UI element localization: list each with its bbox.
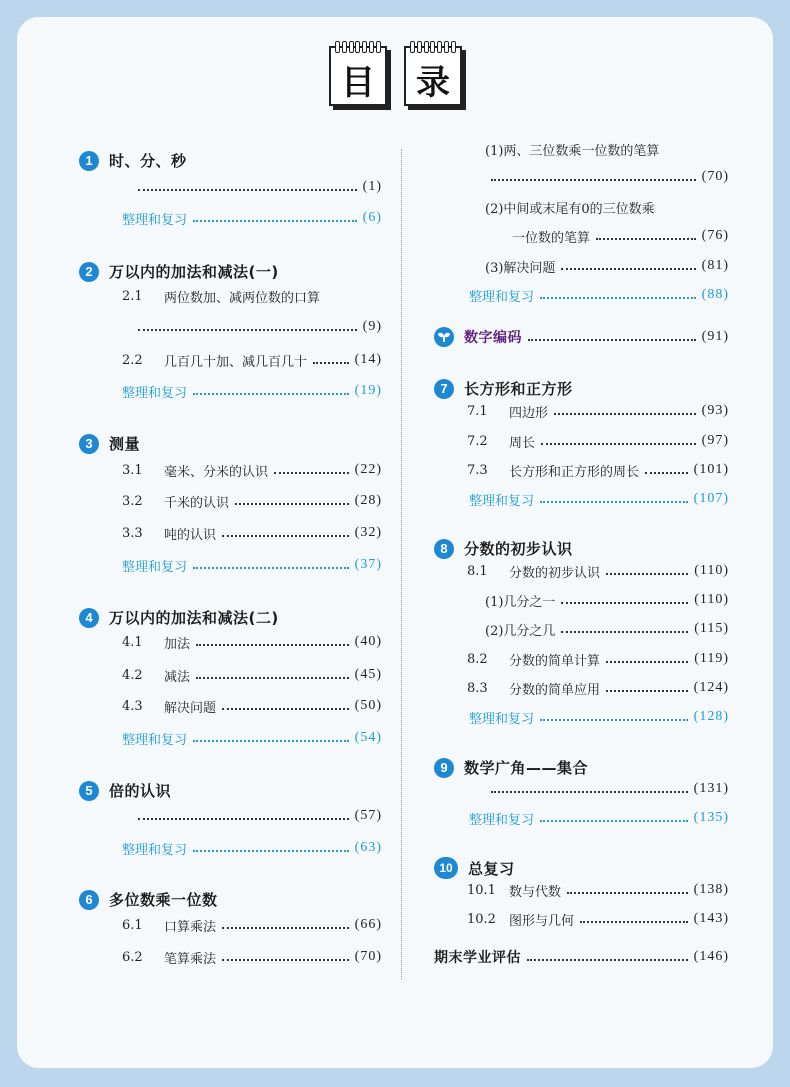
page-number: (88) (701, 287, 729, 302)
page-number: (63) (354, 840, 382, 855)
toc-entry[interactable] (122, 666, 382, 684)
section-number: 10.1 (467, 882, 496, 898)
toc-entry[interactable] (132, 318, 382, 336)
toc-entry[interactable] (132, 178, 382, 196)
dot-leader (138, 189, 357, 191)
page-number: (37) (354, 557, 382, 572)
page-number: (135) (693, 810, 729, 825)
entry-label: 整理和复习 (122, 559, 188, 575)
chapter-number-badge: 6 (79, 890, 99, 910)
chapter-number-badge: 4 (79, 608, 99, 628)
chapter-number-badge: 10 (434, 857, 458, 879)
toc-entry[interactable] (122, 633, 382, 651)
toc-entry[interactable] (467, 461, 729, 479)
dot-leader (222, 959, 349, 961)
page-number: (101) (693, 462, 729, 477)
dot-leader (196, 677, 349, 679)
section-number: 8.2 (467, 651, 488, 667)
page-number: (6) (362, 210, 382, 225)
page-number: (57) (354, 808, 382, 823)
entry-label: 两位数加、减两位数的口算 (164, 290, 321, 306)
entry-label: 整理和复习 (122, 385, 188, 401)
dot-leader (528, 339, 696, 341)
entry-label: 毫米、分米的认识 (164, 464, 269, 480)
chapter-title: 分数的初步认识 (464, 540, 573, 558)
section-number: 6.2 (122, 949, 143, 965)
toc-entry[interactable] (434, 948, 729, 966)
toc-entry[interactable] (485, 168, 729, 186)
dot-leader (606, 661, 688, 663)
review-entry[interactable] (469, 809, 729, 827)
dot-leader (561, 268, 695, 270)
entry-label: 解决问题 (164, 700, 217, 716)
page-number: (66) (354, 917, 382, 932)
page-number: (81) (701, 258, 729, 273)
chapter-heading[interactable] (434, 378, 573, 399)
dot-leader (138, 818, 349, 820)
page-number: (50) (354, 698, 382, 713)
section-number: 3.3 (122, 525, 143, 541)
entry-label: 整理和复习 (469, 812, 535, 828)
toc-entry[interactable] (122, 524, 382, 542)
toc-entry[interactable] (467, 910, 729, 928)
page-number: (22) (354, 462, 382, 477)
chapter-title: 时、分、秒 (109, 152, 187, 170)
entry-label: 数与代数 (509, 884, 562, 900)
chapter-number-badge: 7 (434, 379, 454, 399)
dot-leader (491, 791, 688, 793)
section-number: 3.2 (122, 493, 143, 509)
toc-entry[interactable] (467, 432, 729, 450)
chapter-title: 万以内的加法和减法(二) (109, 609, 279, 627)
review-entry[interactable] (122, 382, 382, 400)
chapter-title: 数学广角——集合 (464, 759, 589, 777)
page-number: (119) (694, 651, 729, 666)
chapter-heading[interactable] (434, 538, 573, 559)
special-topic-title: 数字编码 (464, 330, 522, 346)
entry-label: 整理和复习 (122, 212, 188, 228)
section-number: 8.1 (467, 563, 488, 579)
page-number: (128) (693, 709, 729, 724)
final-assessment-title: 期末学业评估 (434, 950, 521, 966)
chapter-title: 倍的认识 (109, 782, 172, 800)
dot-leader (138, 329, 357, 331)
chapter-heading[interactable] (79, 150, 187, 171)
section-number: 7.1 (467, 403, 488, 419)
review-entry[interactable] (469, 490, 729, 508)
chapter-heading[interactable] (79, 889, 218, 910)
dot-leader (313, 362, 349, 364)
page-number: (146) (693, 949, 729, 964)
dot-leader (596, 238, 696, 240)
page-number: (93) (701, 403, 729, 418)
entry-label: 一位数的笔算 (512, 230, 591, 246)
page-number: (91) (701, 329, 729, 344)
review-entry[interactable] (122, 556, 382, 574)
toc-entry[interactable] (485, 780, 729, 798)
page-number: (45) (354, 667, 382, 682)
title-card-left (329, 46, 387, 106)
entry-label: (1)两、三位数乘一位数的笔算 (485, 143, 660, 159)
entry-label: 分数的简单计算 (509, 653, 601, 669)
dot-leader (527, 959, 688, 961)
chapter-heading[interactable] (79, 261, 279, 282)
dot-leader (193, 393, 349, 395)
toc-page (17, 17, 773, 1068)
title-card-right (404, 46, 462, 106)
entry-label: (1)几分之一 (485, 594, 556, 610)
entry-label: 减法 (164, 669, 191, 685)
page-number: (28) (354, 493, 382, 508)
entry-label: 周长 (509, 435, 536, 451)
dot-leader (541, 443, 696, 445)
toc-entry[interactable] (485, 257, 729, 275)
toc-entry[interactable] (485, 591, 729, 609)
dot-leader (561, 602, 688, 604)
chapter-heading[interactable] (79, 607, 279, 628)
dot-leader (222, 927, 349, 929)
toc-entry[interactable] (122, 351, 382, 369)
dot-leader (193, 850, 349, 852)
section-number: 2.1 (122, 288, 143, 304)
review-entry[interactable] (122, 729, 382, 747)
toc-entry[interactable] (122, 948, 382, 966)
dot-leader (193, 220, 357, 222)
entry-label: 整理和复习 (469, 289, 535, 305)
dot-leader (540, 820, 688, 822)
entry-label: 整理和复习 (122, 842, 188, 858)
toc-entry[interactable] (467, 679, 729, 697)
toc-entry[interactable] (434, 328, 729, 346)
page-number: (1) (362, 179, 382, 194)
page-number: (138) (693, 882, 729, 897)
chapter-heading[interactable] (434, 857, 515, 879)
toc-entry[interactable] (122, 916, 382, 934)
toc-entry[interactable] (485, 140, 729, 158)
dot-leader (567, 892, 688, 894)
page-number: (40) (354, 634, 382, 649)
page-number: (107) (693, 491, 729, 506)
toc-entry[interactable] (122, 287, 382, 305)
entry-label: 吨的认识 (164, 527, 217, 543)
entry-label: 四边形 (509, 405, 549, 421)
entry-label: 分数的简单应用 (509, 682, 601, 698)
entry-label: 笔算乘法 (164, 951, 217, 967)
page-number: (110) (694, 592, 729, 607)
entry-label: 千米的认识 (164, 495, 230, 511)
entry-label: 图形与几何 (509, 913, 575, 929)
entry-label: (2)中间或末尾有0的三位数乘 (485, 201, 655, 217)
dot-leader (606, 690, 688, 692)
column-divider (401, 149, 402, 979)
review-entry[interactable] (122, 839, 382, 857)
chapter-heading[interactable] (434, 757, 588, 778)
dot-leader (222, 708, 349, 710)
page-number: (143) (693, 911, 729, 926)
entry-label: 长方形和正方形的周长 (509, 464, 640, 480)
entry-label: 几百几十加、减几百几十 (164, 354, 308, 370)
chapter-number-badge: 8 (434, 539, 454, 559)
section-number: 4.2 (122, 667, 143, 683)
toc-entry[interactable] (467, 562, 729, 580)
review-entry[interactable] (122, 209, 382, 227)
entry-label: 整理和复习 (122, 732, 188, 748)
toc-entry[interactable] (467, 402, 729, 420)
dot-leader (222, 535, 349, 537)
section-number: 8.3 (467, 680, 488, 696)
section-number: 3.1 (122, 462, 143, 478)
dot-leader (561, 631, 688, 633)
entry-label: 口算乘法 (164, 919, 217, 935)
review-entry[interactable] (469, 286, 729, 304)
chapter-number-badge: 5 (79, 781, 99, 801)
entry-label: 分数的初步认识 (509, 565, 601, 581)
title-char-2: 录 (416, 63, 450, 103)
section-number: 2.2 (122, 352, 143, 368)
dot-leader (606, 573, 688, 575)
chapter-heading[interactable] (79, 780, 171, 801)
page-number: (14) (354, 352, 382, 367)
chapter-title: 测量 (109, 435, 141, 453)
dot-leader (193, 567, 349, 569)
toc-entry[interactable] (467, 650, 729, 668)
page-number: (54) (354, 730, 382, 745)
section-number: 4.1 (122, 634, 143, 650)
page-number: (97) (701, 433, 729, 448)
toc-entry[interactable] (467, 881, 729, 899)
entry-label: 加法 (164, 636, 191, 652)
chapter-number-badge: 9 (434, 758, 454, 778)
title-char-1: 目 (341, 63, 375, 103)
toc-entry[interactable] (122, 461, 382, 479)
toc-entry[interactable] (485, 620, 729, 638)
toc-entry[interactable] (122, 697, 382, 715)
chapter-title: 万以内的加法和减法(一) (109, 263, 279, 281)
dot-leader (196, 644, 349, 646)
page-number: (32) (354, 525, 382, 540)
toc-entry[interactable] (132, 807, 382, 825)
page-number: (19) (354, 383, 382, 398)
page-number: (115) (694, 621, 729, 636)
sprout-icon (434, 327, 454, 347)
dot-leader (274, 472, 349, 474)
review-entry[interactable] (469, 708, 729, 726)
page-number: (76) (701, 228, 729, 243)
chapter-title: 长方形和正方形 (464, 380, 573, 398)
page-number: (9) (362, 319, 382, 334)
page-number: (70) (354, 949, 382, 964)
entry-label: (3)解决问题 (485, 260, 556, 276)
chapter-title: 多位数乘一位数 (109, 891, 218, 909)
dot-leader (491, 179, 696, 181)
section-number: 7.3 (467, 462, 488, 478)
page-number: (110) (694, 563, 729, 578)
chapter-heading[interactable] (79, 433, 140, 454)
dot-leader (540, 501, 688, 503)
page-number: (124) (693, 680, 729, 695)
page-number: (70) (701, 169, 729, 184)
section-number: 7.2 (467, 433, 488, 449)
entry-label: 整理和复习 (469, 493, 535, 509)
chapter-number-badge: 3 (79, 434, 99, 454)
section-number: 4.3 (122, 698, 143, 714)
dot-leader (540, 719, 688, 721)
toc-entry[interactable] (512, 227, 729, 245)
dot-leader (580, 921, 688, 923)
dot-leader (540, 297, 696, 299)
chapter-number-badge: 1 (79, 151, 99, 171)
entry-label: 整理和复习 (469, 711, 535, 727)
dot-leader (235, 503, 349, 505)
section-number: 6.1 (122, 917, 143, 933)
dot-leader (645, 472, 688, 474)
dot-leader (554, 413, 696, 415)
chapter-number-badge: 2 (79, 262, 99, 282)
page-number: (131) (693, 781, 729, 796)
entry-label: (2)几分之几 (485, 623, 556, 639)
toc-entry[interactable] (122, 492, 382, 510)
section-number: 10.2 (467, 911, 496, 927)
dot-leader (193, 740, 349, 742)
toc-entry[interactable] (485, 198, 729, 216)
chapter-title: 总复习 (468, 859, 515, 878)
